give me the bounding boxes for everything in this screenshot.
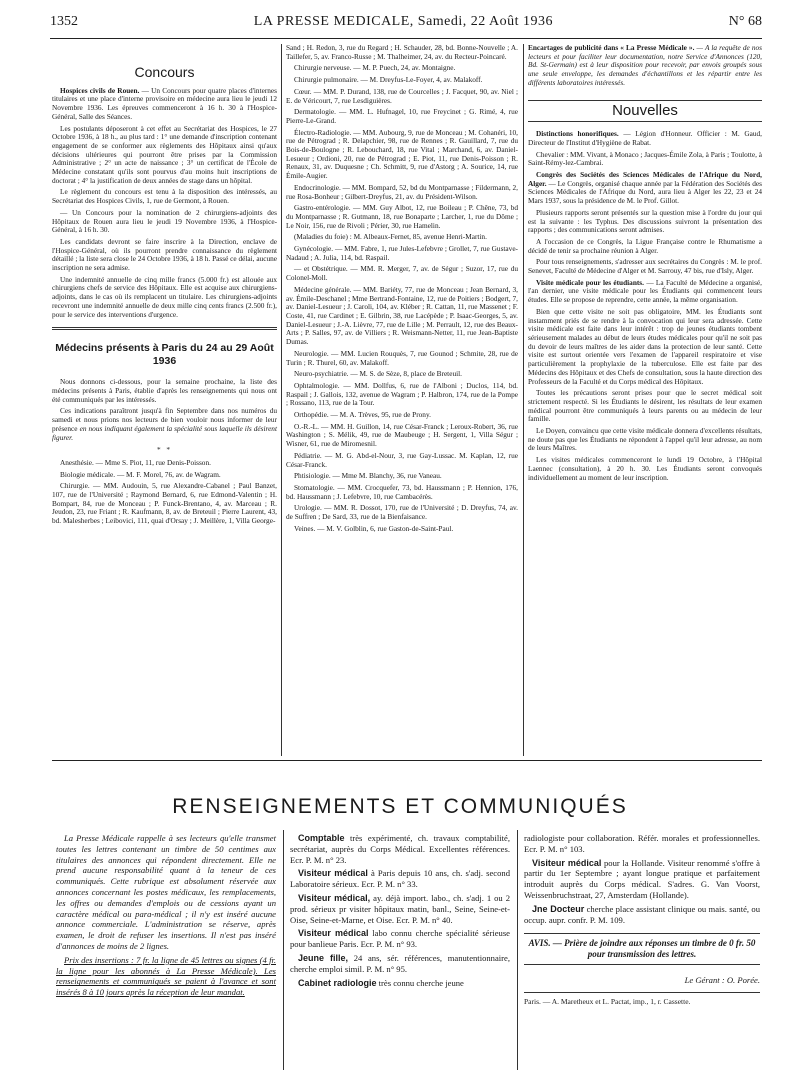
- specialty-entry: Urologie. — MM. R. Dossot, 170, rue de l'Université ; D. Dreyfus, 74, av. de Suffren ; De Sard, 33, rue de la Bienfaisance.: [286, 503, 518, 522]
- gerant-line: Le Gérant : O. Porée.: [684, 974, 760, 985]
- hospices-paragraph: Une indemnité annuelle de cinq mille francs (5.000 fr.) est allouée aux chirurgiens chefs de service des Hôpitaux. Elle est acquise aux chirurgiens-adjoints, dans le cas où ils remplacent un titulaire. Les chirurgiens-adjoints recevront une indemnité annuelle de deux mille cinq cents francs (2.500 fr.), pour le service des interventions d'urgence.: [52, 274, 277, 319]
- specialty-entry: Phtisiologie. — Mme M. Blanchy, 36, rue Vaneau.: [294, 471, 442, 481]
- ad-heading: Visiteur médical,: [298, 892, 371, 903]
- ad-heading: Visiteur médical: [298, 868, 368, 879]
- imprimerie-line: Paris. — A. Maretheux et L. Pactat, imp., 1, r. Cassette.: [524, 992, 760, 1008]
- specialty-entry: Sand ; H. Redon, 3, rue du Regard ; H. Schauder, 28, bd. Bonne-Nouvelle ; A. Taillefer, 5, av. Franco-Russe ; M. Thalheimer, 24, av. du Recteur-Poincaré.: [286, 43, 518, 61]
- encartages-paragraph: [528, 44, 762, 88]
- ad-text: très connu cherche jeune: [378, 977, 464, 988]
- hospices-paragraph: Les candidats devront se faire inscrire à la Direction, enclave de l'Hospice-Général, où ils pourront prendre connaissance du règlement détaillé ; la liste sera close le 24 Octobre 1936, à 18 h. Passé ce délai, aucune inscription ne sera admise.: [52, 236, 277, 273]
- ad-continuation: radiologiste pour collaboration. Référ. morales et professionnelles. Ecr. P. M. n° 103.: [524, 833, 760, 854]
- specialty-entry: (Maladies du foie) : M. Albeaux-Fernet, 85, avenue Henri-Martin.: [294, 232, 487, 242]
- distinctions-text: — Légion d'Honneur. Officier : M. Gaud, Directeur de l'Institut d'Hygiène de Rabat.: [528, 129, 762, 147]
- specialty-entry: — et Obstétrique. — MM. R. Merger, 7, av. de Ségur ; Suzor, 17, rue du Colonel-Moll.: [286, 264, 518, 283]
- distinctions-paragraph: [528, 130, 762, 147]
- visite-paragraph: Les visites médicales commenceront le lundi 19 Octobre, à l'Hôpital Laennec (consultation), à 20 h. 30. Les Étudiants seront convoqués individuellement au moment de leur inscription.: [528, 455, 762, 482]
- ad-entry: [290, 893, 510, 925]
- congres-paragraph: Plusieurs rapports seront présentés sur la question mise à l'ordre du jour qui est la suivante : les Typhus. Des discussions suivront la présentation des rapports ; des communications seront admises.: [528, 207, 762, 235]
- ad-text: cherche place assistant clinique ou mais. santé, ou occup. aupr. confr. P. M. 109.: [524, 903, 761, 925]
- ad-text: labo connu cherche spécialité sérieuse pour banlieue Paris. Ecr. P. M. n° 93.: [290, 928, 511, 950]
- ad-entry: [290, 953, 510, 975]
- hospices-paragraph: — Un Concours pour la nomination de 2 chirurgiens-adjoints des Hôpitaux de Rouen aura lieu le jeudi 19 Novembre 1936, à l'Hospice-Général, à 16 h. 30.: [52, 207, 277, 235]
- ad-heading: Comptable: [298, 833, 345, 843]
- renseignements-prix: Prix des insertions : 7 fr. la ligne de 45 lettres ou signes (4 fr. la ligne pour les abonnés à La Presse Médicale). Les renseignements et communiqués se paient à l'avance et sont insérés 8 à 10 jours après la réception de leur mandat.: [56, 954, 276, 998]
- ads-column: [524, 833, 760, 1008]
- specialty-entry: Chirurgie nerveuse. — M. P. Puech, 24, av. Montaigne.: [294, 63, 456, 73]
- congres-paragraph: [528, 171, 762, 206]
- ad-entry: [524, 904, 760, 926]
- ad-text: très expérimenté, ch. travaux comptabilité, secrétariat, auprès du Corps Médical. Excellentes références. Ecr. P. M. n° 23.: [290, 833, 510, 865]
- specialty-entry: Neuro-psychiatrie. — M. S. de Sèze, 8, place de Breteuil.: [294, 369, 462, 379]
- section-rule: [52, 760, 762, 761]
- specialty-entry: Endocrinologie. — MM. Bompard, 52, bd du Montparnasse ; Fildermann, 2, rue Rosa-Bonheur ; Gilbert-Dreyfus, 21, av. du Président-Wilson.: [286, 182, 518, 201]
- column-concours: [52, 60, 277, 529]
- renseignements-intro: La Presse Médicale rappelle à ses lecteurs qu'elle transmet toutes les lettres contenant un timbre de 50 centimes aux titulaires des annonces qui répondent directement. Elle ne prend aucune responsabilité quant à la teneur de ces communiqués. Cette rubrique est absolument réservée aux annonces concernant les postes médicaux, les remplacements, les offres ou demandes d'emplois ou de cessions ayant un caractère médical ou para-médical ; il n'y est inséré aucune annonce commerciale. L'administration se réserve, après examen, le droit de refuser les insertions. Il n'est pas inséré d'annonces de moins de 2 lignes.: [56, 833, 276, 951]
- visite-text: — La Faculté de Médecine a organisé, l'an dernier, une visite médicale pour les Étudiants qui commencent leurs études. Elle se propose de reprendre, cette année, la même organisation.: [528, 277, 762, 305]
- specialty-entry: Neurologie. — MM. Lucien Rouquès, 7, rue Gounod ; Schmite, 28, rue de Turin ; R. Thurel, 60, av. Malakoff.: [286, 348, 518, 367]
- specialty-entry: Cœur. — MM. P. Durand, 138, rue de Courcelles ; J. Facquet, 90, av. Niel ; E. de Véricourt, 7, rue Lesdiguières.: [286, 86, 518, 105]
- ad-heading: Visiteur médical: [532, 857, 602, 868]
- section-rule: [52, 327, 277, 330]
- visite-paragraph: Bien que cette visite ne soit pas obligatoire, MM. les Étudiants sont instamment priés de se rendre à la convocation qui leur sera adressée. Cette visite médicale est faite dans leur intérêt : trop de jeunes étudiants tombent sérieusement malades au début de leurs études médicales pour qu'il ne soit pas du devoir de leurs maîtres de les aider dans la protection de leur santé. Cette visite est surtout orientée vers l'examen de l'appareil respiratoire et vise particulièrement la prophylaxie de la tuberculose. Elle est faite par des Médecins des Hôpitaux et des Chefs de consultation, sous la haute direction des Professeurs de la Faculté et du Corps médical des Hôpitaux.: [528, 306, 762, 386]
- ad-heading: Jeune fille,: [298, 952, 349, 963]
- ad-entry: [290, 868, 510, 890]
- medecins-intro-italic: en nous indiquant également la spécialité sous laquelle ils désirent figurer.: [52, 423, 277, 442]
- medecins-intro-text: Ces indications paraîtront jusqu'à fin Septembre dans nos numéros du samedi et nous prions nos lecteurs de bien vouloir nous informer de leur présence: [52, 406, 277, 433]
- ads-column: [290, 833, 510, 991]
- specialty-entry: Chirurgie pulmonaire. — M. Dreyfus-Le-Foyer, 4, av. Malakoff.: [294, 75, 483, 85]
- encartages-heading: Encartages de publicité dans « La Presse Médicale ».: [528, 43, 695, 52]
- ad-entry: [290, 928, 510, 950]
- specialty-entry: Dermatologie. — MM. L. Hufnagel, 10, rue Freycinet ; G. Rimé, 4, rue Pierre-Le-Grand.: [286, 107, 518, 125]
- page-number: 1352: [50, 14, 78, 29]
- specialty-entry: Pédiatrie. — M. G. Abd-el-Nour, 3, rue Gay-Lussac. M. Kaplan, 12, rue César-Franck.: [286, 450, 518, 469]
- ad-entry: [290, 833, 510, 865]
- specialty-entry: Électro-Radiologie. — MM. Aubourg, 9, rue de Monceau ; M. Cohanéri, 10, rue de Pétrograd ; R. Delapchier, 98, rue de Rennes ; R. Gauillard, 7, rue du Bois-de-Boulogne ; R. Lebouchard, 18, rue Vital ; Marchand, 6, av. Daniel-Lesueur ; Ordioni, 20, rue de Pétrograd ; E. Piot, 11, rue Denis-Poisson ; R. Renaux, 31, av. Duquesne ; Ch. Schmitt, 9, rue d'Astorg ; A. Sourice, 14, rue Émile-Augier.: [286, 127, 518, 181]
- ad-text: pour la Hollande. Visiteur renommé s'offre à partir du 1er Septembre ; ayant longue pratique et parfaitement introduit auprès du Corps médical. S'adres. G. Van Voorst, Weissenbruchstraat, 27, Amsterdam (Hollande).: [524, 857, 760, 900]
- hospices-paragraph: Les postulants déposeront à cet effet au Secrétariat des Hospices, le 27 Octobre 1936, à 18 h., au plus tard : 1° une demande d'inscription contenant engagement de se conformer aux règlements des Hôpitaux ainsi qu'aux décisions ultérieures qui pourront être prises par la Commission Administrative ; 2° un acte de naissance ; 3° un certificat de l'École de Médecine constatant qu'ils sont pourvus d'au moins huit inscriptions de doctorat ; 4° la justification de deux années de stage dans un hôpital.: [52, 123, 277, 185]
- congres-paragraph: A l'occasion de ce Congrès, la Ligue Française contre le Rhumatisme a décidé de tenir sa prochaine réunion à Alger.: [528, 236, 762, 255]
- specialty-entry: Médecine générale. — MM. Bariéty, 77, rue de Monceau ; Jean Bernard, 3, av. Émile-Deschanel ; Mme Bertrand-Fontaine, 12, rue de Poitiers ; Bodgert, 7, av. Daniel-Lesueur ; J. Caroli, 104, av. Kléber ; R. Cattan, 11, rue Massenet ; F. Coste, 41, rue Cardinet ; E. Gilbrin, 38, rue Lacépède ; P. Isaac-Georges, 5, av. Daniel-Lesueur ; J.-A. Lièvre, 77, rue de Lille ; M. Perrault, 12, rue des Beaux-Arts ; P. Salles, 97, av. de Villiers ; R. Weismann-Netter, 11, rue Jean-Baptiste Dumas.: [286, 284, 518, 347]
- specialty-entry: Orthopédie. — M. A. Trèves, 95, rue de Prony.: [294, 410, 431, 420]
- nouvelles-title: Nouvelles: [528, 100, 762, 123]
- specialty-entry: Biologie médicale. — M. F. Morel, 76, av. de Wagram.: [60, 469, 221, 479]
- distinctions-heading: Distinctions honorifiques.: [536, 129, 619, 139]
- medecins-title: Médecins présents à Paris du 24 au 29 Août 1936: [55, 342, 274, 368]
- concours-title: Concours: [134, 64, 195, 80]
- congres-heading: Congrès des Sociétés des Sciences Médicales de l'Afrique du Nord, Alger.: [528, 170, 762, 188]
- distinctions-paragraph: Chevalier : MM. Vivant, à Monaco ; Jacques-Émile Zola, à Paris ; Toulotte, à Saint-Rémy-lez-Cambrai.: [528, 149, 762, 168]
- separator-stars: * *: [156, 445, 173, 455]
- column-nouvelles: [528, 44, 762, 485]
- avis-box: AVIS. — Prière de joindre aux réponses un timbre de 0 fr. 50 pour transmission des lettres.: [524, 933, 760, 965]
- medecins-intro: Nous donnons ci-dessous, pour la semaine prochaine, la liste des médecins présents à Paris, établie d'après les renseignements qui nous ont été communiqués par les intéressés.: [52, 377, 277, 404]
- header-rule: [50, 38, 762, 39]
- hospices-text: — Un Concours pour quatre places d'internes titulaires et une place d'interne provisoire en médecine aura lieu le jeudi 12 Novembre 1936. Les épreuves commenceront à 16 h. 30 à l'Hospice-Général, Salle des Séances.: [52, 85, 278, 121]
- journal-title: LA PRESSE MEDICALE, Samedi, 22 Août 1936: [253, 14, 553, 29]
- visite-paragraph: Toutes les précautions seront prises pour que le secret médical soit strictement respecté. Si les Étudiants le désirent, les résultats de leur examen médical pourront être communiqués à leurs parents ou au médecin de leur famille.: [528, 388, 762, 424]
- hospices-paragraph: Le règlement du concours est tenu à la disposition des intéressés, au Secrétariat des Hospices Civils, 1, rue de Germont, à Rouen.: [52, 187, 277, 206]
- renseignements-intro-column: [56, 833, 276, 1001]
- specialty-entry: Ophtalmologie. — MM. Dollfus, 6, rue de l'Alboni ; Duclos, 114, bd. Raspail ; J. Gallois, 132, avenue de Wagram ; P. Halbron, 174, rue de la Pompe ; Rossano, 113, rue de la Tour.: [286, 380, 518, 408]
- specialty-entry: O.-R.-L. — MM. H. Guillon, 14, rue César-Franck ; Leroux-Robert, 36, rue Washington ; S. Mélik, 49, rue de Maubeuge ; H. Sergent, 1, Villa Ségur ; Wisner, 61, rue de Miromesnil.: [286, 421, 518, 449]
- renseignements-title: RENSEIGNEMENTS ET COMMUNIQUÉS: [172, 795, 628, 818]
- column-divider: [281, 44, 282, 756]
- page-header: [50, 14, 762, 40]
- visite-paragraph: [528, 279, 762, 305]
- ad-text: 24 ans, sér. références, manutentionnaire, cherche emploi simil. P. M. n° 95.: [290, 952, 510, 974]
- hospices-heading: Hospices civils de Rouen.: [60, 85, 140, 95]
- congres-text: — Le Congrès, organisé chaque année par la Fédération des Sociétés des Sciences Médicales de l'Afrique du Nord, aura lieu à Alger les 22, 23 et 24 Mars 1937, sous la présidence de M. le Prof. Gillot.: [528, 178, 762, 206]
- column-specialties: [286, 44, 518, 536]
- column-divider: [283, 830, 284, 1070]
- ad-text: à Paris depuis 10 ans, ch. s'adj. second Laboratoire sérieux. Ecr. P. M. n° 33.: [290, 868, 510, 890]
- hospices-paragraph: [52, 87, 277, 122]
- congres-paragraph: Pour tous renseignements, s'adresser aux secrétaires du Congrès : M. le prof. Senevet, Faculté de Médecine d'Alger et M. Sarrouy, 47 bis, rue d'Isly, Alger.: [528, 257, 762, 276]
- specialty-entry: Stomatologie. — MM. Crocquefer, 73, bd. Haussmann ; P. Hennion, 176, bd. Haussmann ; J. Lefebvre, 10, rue Cambacérès.: [286, 482, 518, 501]
- ad-heading: Jne Docteur: [532, 903, 585, 914]
- ad-entry: [524, 858, 760, 901]
- issue-number: N° 68: [728, 14, 762, 29]
- ad-text: ay. déjà import. labo., ch. s'adj. 1 ou 2 prod. sérieux pr visiter hôpitaux matin, banl., Seine, Seine-et-Oise, Seine-et-Marne, et Oise. Ecr. P. M. n° 40.: [290, 892, 510, 925]
- column-divider: [523, 44, 524, 756]
- ad-entry: [290, 978, 510, 989]
- ad-heading: Visiteur médical: [298, 928, 369, 939]
- specialty-entry: Chirurgie. — MM. Audouin, 5, rue Alexandre-Cabanel ; Paul Banzet, 107, rue de l'Université ; Raymond Bernard, 6, rue Edmond-Valentin ; H. Bompart, 84, rue de Monceau ; P. Funck-Brentano, 4, av. Marceau ; R. Jeudon, 23, rue Friant ; R. Kaufmann, 8, av. de Breteuil ; Pierre Laurent, 43, bd. Malesherbes ; Leibovici, 111, quai d'Orsay ; J. Meillère, 1, Villa George-: [52, 481, 277, 526]
- specialty-entry: Veines. — M. V. Golblin, 6, rue Gaston-de-Saint-Paul.: [294, 523, 454, 533]
- specialty-entry: Anesthésie. — Mme S. Piot, 11, rue Denis-Poisson.: [60, 457, 211, 467]
- specialty-entry: Gastro-entérologie. — MM. Guy Albot, 12, rue Boileau ; P. Chêne, 73, bd du Montparnasse ; R. Gutmann, 18, rue Bonaparte ; Larcher, 1, rue du Dôme ; Le Noir, 156, rue de Rivoli ; Périer, 30, rue Hamelin.: [286, 203, 518, 230]
- medecins-intro: [52, 407, 277, 442]
- column-divider: [517, 830, 518, 1070]
- specialty-entry: Gynécologie. — MM. Fabre, 1, rue Jules-Lefebvre ; Grollet, 7, rue Gustave-Nadaud ; A. Julia, 114, bd. Raspail.: [286, 244, 518, 262]
- visite-paragraph: Le Doyen, convaincu que cette visite médicale donnera d'excellents résultats, ne doute pas que les Étudiants ne répondent à l'appel qu'il leur adresse, au nom de leurs Maîtres.: [528, 426, 762, 453]
- ad-heading: Cabinet radiologie: [298, 977, 377, 988]
- visite-heading: Visite médicale pour les étudiants.: [536, 277, 644, 287]
- encartages-text: — A la requête de nos lecteurs et pour faciliter leur documentation, notre Service d'Annonces (120, Bd. St-Germain) est à leur disposition pour recevoir, par envois groupés sous une seule enveloppe, les demandes d'échantillons et les répartir entre les différents laboratoires intéressés.: [528, 43, 762, 87]
